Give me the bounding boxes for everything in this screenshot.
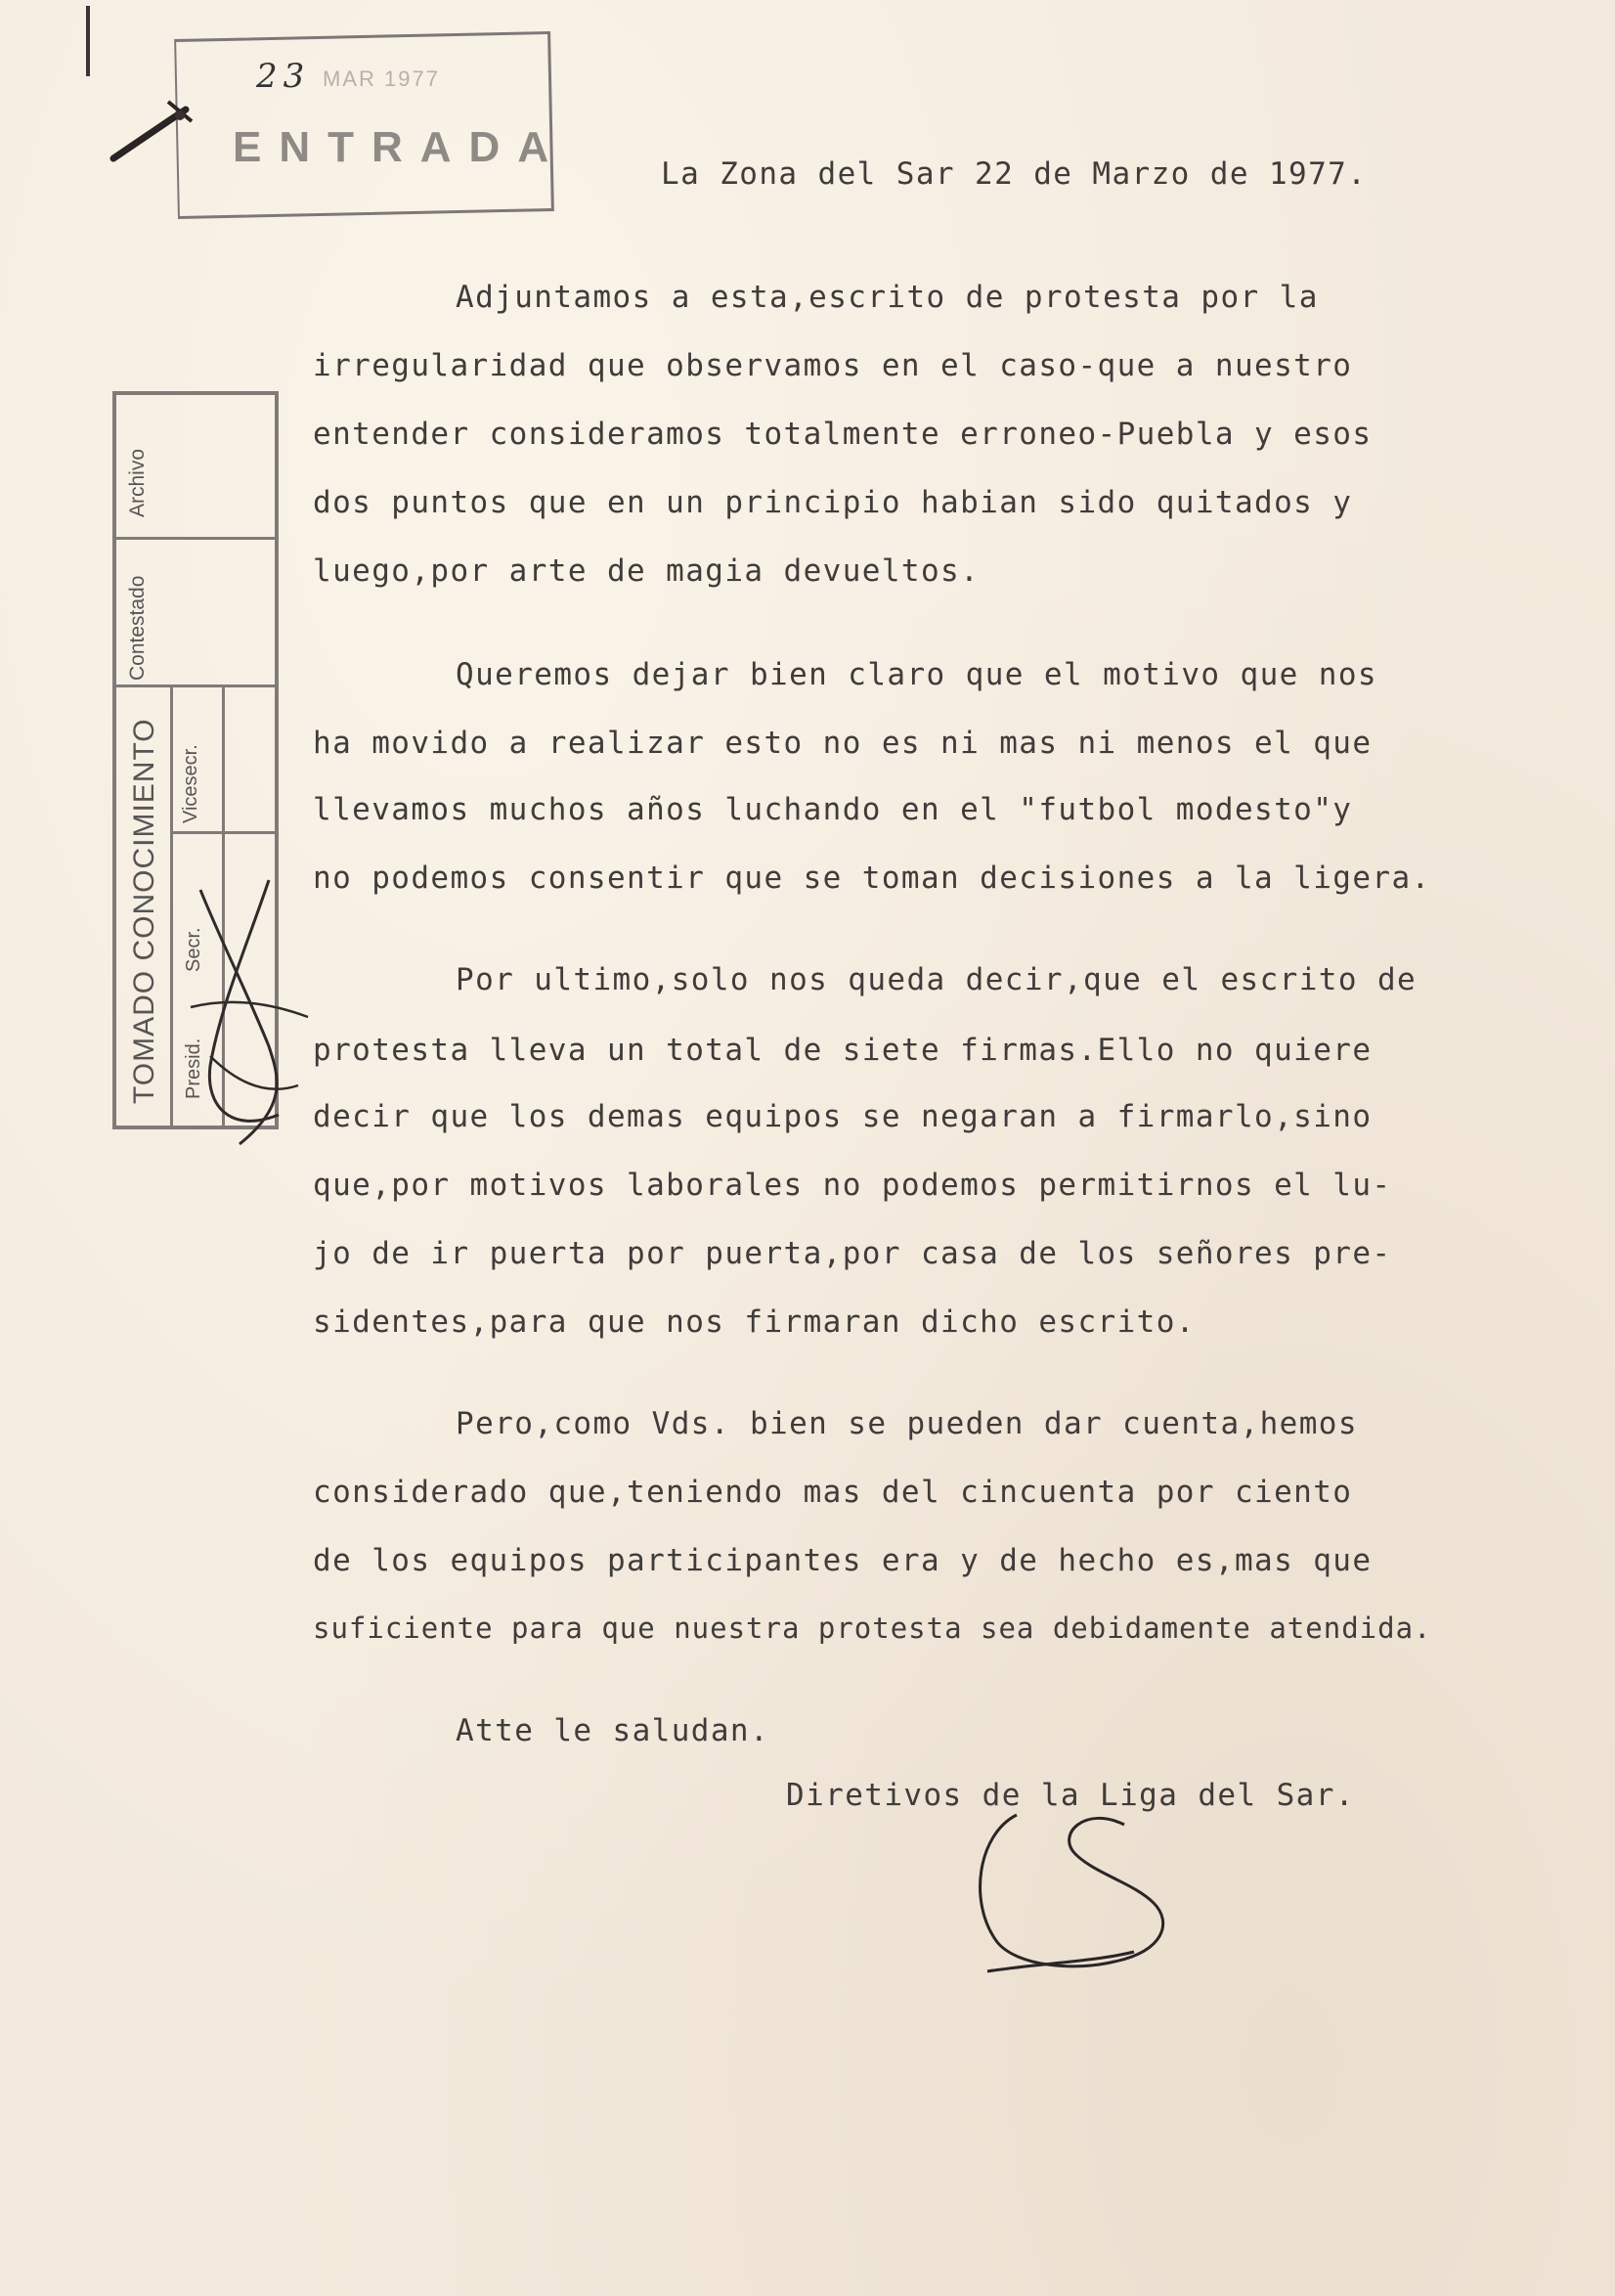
margin-mark [86,6,90,76]
body-line: luego,por arte de magia devueltos. [313,553,981,589]
stamp-label-contestado: Contestado [126,575,149,681]
handwritten-initials-icon [181,861,318,1164]
closing-line: Atte le saludan. [456,1713,770,1748]
body-line: decir que los demas equipos se negaran a firmarlo,sino [313,1099,1373,1134]
grid-divider [170,684,173,1129]
body-line: ha movido a realizar esto no es ni mas ni menos el que [313,726,1373,761]
body-line: protesta lleva un total de siete firmas.Ello no quiere [313,1033,1373,1068]
body-line: no podemos consentir que se toman decisiones a la ligera. [313,861,1431,896]
body-line: irregularidad que observamos en el caso-que a nuestro [313,348,1353,383]
body-line: Queremos dejar bien claro que el motivo que nos [456,657,1377,692]
body-line: Pero,como Vds. bien se pueden dar cuenta,hemos [456,1406,1358,1441]
body-line: Adjuntamos a esta,escrito de protesta por la [456,280,1319,315]
body-line: dos puntos que en un principio habian sido quitados y [313,485,1353,520]
staple-mark-icon [109,82,237,170]
stamp-label-presid: Presid. [183,1038,204,1099]
grid-divider [116,684,275,687]
stamp-label-vicesecr: Vicesecr. [180,744,201,823]
date-line: La Zona del Sar 22 de Marzo de 1977. [661,156,1368,192]
body-line: sidentes,para que nos firmaran dicho escrito. [313,1304,1196,1340]
entrada-date: MAR 1977 [323,66,440,91]
grid-divider [116,537,275,540]
body-line: jo de ir puerta por puerta,por casa de los señores pre- [313,1236,1392,1271]
body-line: considerado que,teniendo mas del cincuenta por ciento [313,1475,1353,1510]
stamp-label-archivo: Archivo [126,448,149,517]
body-line: suficiente para que nuestra protesta sea debidamente atendida. [313,1612,1432,1645]
body-line: entender consideramos totalmente erroneo-Puebla y esos [313,417,1373,452]
stamp-label-tomado-conocimiento: TOMADO CONOCIMIENTO [128,718,160,1104]
signatory-line: Diretivos de la Liga del Sar. [786,1778,1355,1813]
stamp-label-secr: Secr. [183,927,204,972]
body-line: que,por motivos laborales no podemos permitirnos el lu- [313,1168,1392,1203]
entrada-word: ENTRADA [233,123,567,171]
body-line: de los equipos participantes era y de hecho es,mas que [313,1543,1373,1578]
signature-icon [958,1795,1212,1981]
body-line: llevamos muchos años luchando en el "futbol modesto"y [313,792,1353,827]
entrada-number: 23 [256,57,311,96]
body-line: Por ultimo,solo nos queda decir,que el escrito de [456,962,1418,997]
